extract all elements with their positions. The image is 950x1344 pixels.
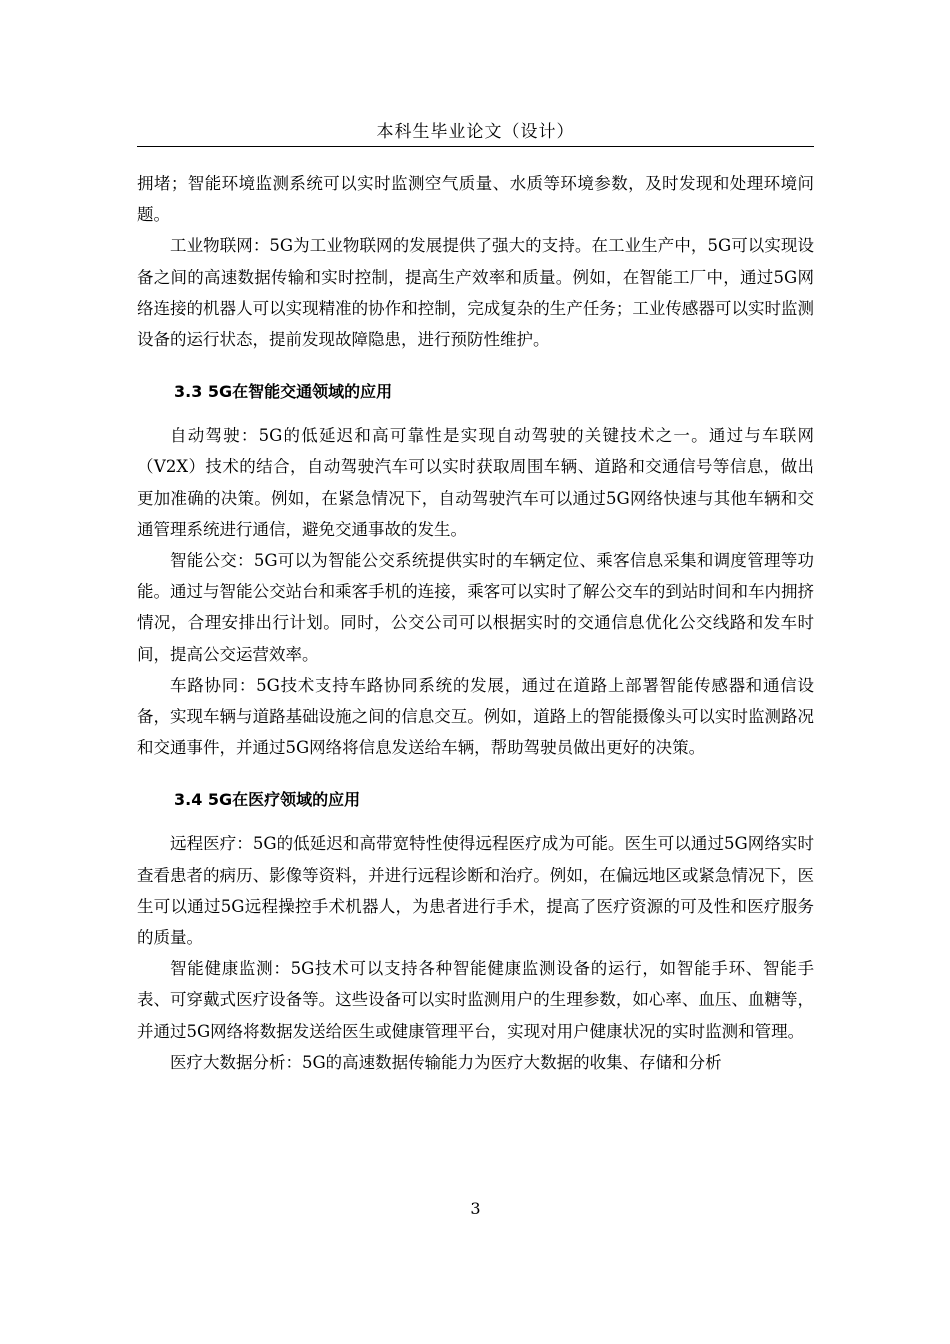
paragraph-health-monitoring: 智能健康监测：5G技术可以支持各种智能健康监测设备的运行，如智能手环、智能手表、可穿戴式医疗设备等。这些设备可以实时监测用户的生理参数，如心率、血压、血糖等，并通过5G网络将数据发送给医生或健康管理平台，实现对用户健康状况的实时监测和管理。	[137, 959, 814, 1041]
spacer	[137, 407, 814, 420]
paragraph-remote-medical: 远程医疗：5G的低延迟和高带宽特性使得远程医疗成为可能。医生可以通过5G网络实时查看患者的病历、影像等资料，并进行远程诊断和治疗。例如，在偏远地区或紧急情况下，医生可以通过5G远程操控手术机器人，为患者进行手术，提高了医疗资源的可及性和医疗服务的质量。	[137, 834, 814, 948]
paragraph-autonomous-driving: 自动驾驶：5G的低延迟和高可靠性是实现自动驾驶的关键技术之一。通过与车联网（V2X）技术的结合，自动驾驶汽车可以实时获取周围车辆、道路和交通信号等信息，做出更加准确的决策。例如，在紧急情况下，自动驾驶汽车可以通过5G网络快速与其他车辆和交通管理系统进行通信，避免交通事故的发生。	[137, 426, 814, 539]
spacer	[137, 355, 814, 376]
page-content	[137, 168, 814, 1078]
header-rule	[137, 146, 814, 147]
spacer	[137, 815, 814, 828]
paragraph-continued: 拥堵；智能环境监测系统可以实时监测空气质量、水质等环境参数，及时发现和处理环境问题。	[137, 174, 814, 225]
paragraph-smart-bus: 智能公交：5G可以为智能公交系统提供实时的车辆定位、乘客信息采集和调度管理等功能。通过与智能公交站台和乘客手机的连接，乘客可以实时了解公交车的到站时间和车内拥挤情况，合理安排出行计划。同时，公交公司可以根据实时的交通信息优化公交线路和发车时间，提高公交运营效率。	[137, 551, 814, 664]
section-heading-3-3: 3.3 5G在智能交通领域的应用	[174, 382, 393, 402]
paragraph-vehicle-road-collaboration: 车路协同：5G技术支持车路协同系统的发展，通过在道路上部署智能传感器和通信设备，实现车辆与道路基础设施之间的信息交互。例如，道路上的智能摄像头可以实时监测路况和交通事件，并通过5G网络将信息发送给车辆，帮助驾驶员做出更好的决策。	[137, 675, 814, 758]
section-heading-3-4: 3.4 5G在医疗领域的应用	[174, 790, 361, 810]
paragraph-industrial-iot: 工业物联网：5G为工业物联网的发展提供了强大的支持。在工业生产中，5G可以实现设备之间的高速数据传输和实时控制，提高生产效率和质量。例如，在智能工厂中，通过5G网络连接的机器人可以实现精准的协作和控制，完成复杂的生产任务；工业传感器可以实时监测设备的运行状态，提前发现故障隐患，进行预防性维护。	[137, 236, 814, 350]
paper-page	[137, 0, 814, 1344]
paragraph-medical-big-data: 医疗大数据分析：5G的高速数据传输能力为医疗大数据的收集、存储和分析	[170, 1052, 722, 1072]
page-number: 3	[470, 1199, 481, 1218]
spacer	[137, 763, 814, 784]
running-header: 本科生毕业论文（设计）	[376, 122, 575, 142]
